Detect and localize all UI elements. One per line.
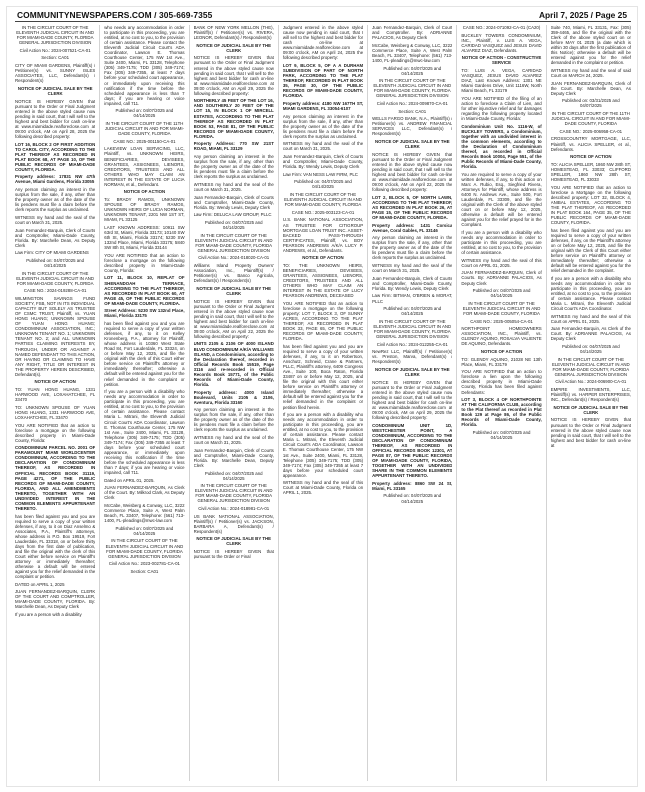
notice-paragraph: DATED on APRIL 1, 2025 [15,581,65,587]
notice-paragraph: JUAN FERNANDEZ-BARQUIN, CLERK OF THE COURT AND COMPTROLLER, MIAMI-DADE COUNTY, FLORIDA. By: Marchelle Dean, As Deputy Clerk [15,589,96,610]
notice-paragraph: Juan Fernandez-Barquin, Clerk of Courts and Comptroller, Miami-Dade County, Florida. By: Wendy Lewis, Deputy Clerk [372,275,453,291]
notice-paragraph: LOT 11, BLOCK 10, REPLAT OF SHENANDOAH TERRACE, ACCORDING TO THE PLAT THEREOF, AS RECORDED IN PLAT BOOK 60, AT PAGE 45, OF THE PUBLIC RECORDS OF MIAMI-DADE COUNTY, FLORIDA. [104,275,185,306]
notice-paragraph: WITNESS my hand and the seal of the court on March 31, 2025. [193,181,274,192]
notice-paragraph: Published on: 04/07/2025 and 04/14/2025 [294,179,352,190]
notice-paragraph: Civil Action No.: 2024-006900-CA-01 [555,379,627,385]
notice-paragraph: WITNESS my hand and the seal of the court on March 31, 2025. [372,263,453,274]
notice-paragraph: Published on: 04/07/2025 and 04/14/2025 [561,343,620,354]
notice-paragraph: has been filed against you and you are required to serve a copy of your written defenses, if any, to it on Robertson, Anschutz, Schneid, Crane & Partners, PLLC, Plaintiff's attorney, 6409 Congress Ave., Suite 100, Boca Raton, Florida 33487 on or before May 12, 2025, and file the original with this court either before service on Plaintiff's attorney or immediately thereafter; otherwise a default will be entered against you for the relief demanded in the complaint or petition filed herein. [282,343,364,410]
notice-column-4 [283,25,363,781]
notice-paragraph: Published on: 04/07/2025 and 04/14/2025 [383,493,442,504]
notice-paragraph: CASE NO.: 2024-071092-CA-01 (CA20) [462,25,541,30]
notice-paragraph: NOTICE OF JUDICIAL SALE BY THE CLERK [196,42,272,53]
header-rule [15,21,631,22]
notice-paragraph: Property address: 4000 Island Boulevard, Units 2105 & 2106, Aventura, Florida 33160 [193,389,274,405]
notice-paragraph: CASE NO.: 2025-005054-CA-01 [470,318,533,324]
column-divider [546,25,547,781]
notice-paragraph: If you are a person with a disability [15,612,82,618]
notice-paragraph: Judgment entered in the above styled cause now pending in said court, that I will sell to the highest and best bidder for cash on-line at www.miamidade.realforeclose.com at 09:00 o'clock, AM on April 24, 2025 the following described property: [282,25,364,61]
notice-paragraph: If you are a person with a disability who needs any accommodation in order to participate in this proceeding, you are entitled, at no cost to you, to the provision of certain assistance. Please contact Maria L. Mitrani, the Eleventh Judicial Circuit Court's ADA Coordinator. [550,275,631,311]
notice-paragraph: WITNESS my hand and the seal of the court on March 31, 2025. [15,214,96,225]
notice-paragraph: US BANK NATIONAL ASSOCIATION, Plaintiff(s) / Petitioner(s) vs. JACKSON, BARBARA A, Defendant(s) / Respondent(s) [193,513,274,534]
notice-paragraph: If you are a person with a disability who needs any accommodation in order to participate in this proceeding, you are entitled, at no cost to you, to the provision of certain assistance. Please contact Maria L. Mitrani, the Eleventh Judicial Circuit Court's ADA Coordinator, Lawson E. Thomas Courthouse Center, 175 NW 1st Ave., Suite 2400, Miami, FL 33128, Telephone (305) 349-7175; TDD (305) 349-7174; Fax (305) 349-7355 at least 7 days before your scheduled court appearance, or immediately upon receiving this notification if the time before the scheduled appearance is less than 7 days; if you are hearing or voice impaired, call 711. [104,389,185,475]
notice-paragraph: Published on: 04/07/2025 and 04/14/2025 [383,306,442,317]
notice-column-7 [551,25,631,781]
notice-paragraph: Civil Action No.: 2023-002781-CA-01 [108,561,180,567]
notice-paragraph: Section: CA01 [398,108,427,114]
notice-paragraph: Juan Fernandez-Barquin, Clerk of Courts and Comptroller, Miami-Dade County, Florida. By: Marchelle Dean, Deputy Clerk [193,447,274,468]
notice-paragraph: WITNESS my hand and the seal of said Court on MARCH 24, 2025. [550,67,631,79]
notice-paragraph: WITNESS my hand and the seal of this Court on APRIL 01, 2025. [550,313,631,324]
notice-paragraph: NOTICE IS HEREBY GIVEN that pursuant to the Order or Final [193,549,274,560]
notice-paragraph: JUAN FERNANDEZ-BARQUIN, As Clerk of the Court. By: Milkrod Clark, As Deputy Clerk [104,485,185,501]
notice-paragraph: TO: UNKNOWN SPOUSE OF YUAN HONG HUANG, 1331 HARWOOD AVE, LOXAHATCHEE, FL 33470 [15,404,96,420]
notice-paragraph: Any person claiming an interest in the surplus from the sale, if any, other than the property owner as of the date of the lis pendens must file a claim before the clerk reports the surplus as unclaimed. [193,407,274,433]
notice-paragraph: CASE NO.: 2025-001150-CA-01 [113,138,176,144]
notice-paragraph: Published on: 04/07/2025 and 04/14/2025 [204,219,263,230]
notice-paragraph: JUAN FERNANDEZ-BARQUIN, Clerk of Courts. By: ADRIANNE PALACIOS, As Deputy Clerk [461,270,542,286]
notice-paragraph: has been filed against you and you are required to serve a copy of your written defenses, if any, to it on Kelley Kronenberg, P.A., attorney for Plaintiff, whose address is 10360 West State Road 84, Fort Lauderdale, FL 33324, on or before May 12, 2025, and file the original with the clerk of this Court either before service on Plaintiff's attorney or immediately thereafter; otherwise a default will be entered against you for the relief demanded in the complaint or petition. [104,321,185,387]
notice-column-5 [372,25,452,781]
notice-paragraph: Published on: 04/07/2025 and 04/14/2025 [26,258,84,269]
notice-paragraph: EMPIRE INVESTMENTS, LLC, Plaintiff(s) vs. HARPER ENTERPRISES, INC., Defendant(s) / Respondent(s) [550,387,631,403]
notice-paragraph: Williams Island Property Owners' Association, Inc., Plaintiff(s) / Petitioner(s) vs. Banco Agricola, Defendant(s) / Respondent(s) [193,263,274,284]
column-divider [367,25,368,781]
notice-paragraph: who needs any accommodation in order to participate in this proceeding, you are entitled, at no cost to you, to the provision of certain assistance. Please contact the Eleventh Judicial Circuit Court's ADA Coordinator, Lawson E. Thomas Courthouse Center, 175 NW 1st Ave., Suite 2400, Miami, FL 33128, Telephone (305) 349-7175; TDD (305) 349-7174; Fax (305) 349-7355, at least 7 days before your scheduled court appearance, or immediately upon receiving this notification if the time before the scheduled appearance is less than 7 days; if you are hearing or voice impaired, call 711. [104,25,185,106]
notice-paragraph: Juan Fernandez-Barquin, Clerk of Court and Comptroller. By: ADRIANNE PALACIOS, As Deputy Clerk [372,25,453,41]
notice-paragraph: Published on: 04/07/2025 and 04/14/2025 [115,108,174,119]
notice-paragraph: NOTICE IS HEREBY GIVEN that pursuant to the Order or Final Judgment entered in the above styled cause now pending in said court, that I will sell to the highest and best bidder for cash on-line at www.miamidade.realforeclose.com at 09:00 o'clock, AM on April 29, 2025 the following described property: [372,379,453,421]
notice-paragraph: Property address: 1431 Corsica Avenue, Coral Gables, FL 33146 [372,222,453,233]
newspaper-page [6,6,638,787]
notice-paragraph: IN THE CIRCUIT COURT OF THE 11TH JUDICIAL CIRCUIT IN AND FOR MIAMI-DADE COUNTY, FLORIDA [551,111,631,127]
notice-paragraph: TO: GLENDY AQUINO, 21028 NE 13th Place, Miami, FL 33179 [461,356,542,367]
notice-paragraph: Published on: 04/07/2025 and 04/14/2025 [204,470,263,481]
notice-paragraph: has been filed against you and you are required to serve a copy of your written defenses, if any, to it on Diaz Anselmo & Associates, P.A., Plaintiff's attorneys, whose address is P.O. Box 19519, Fort Lauderdale, FL 33318, on or before thirty days from the first date of publication, and file the original with the clerk of this Court either before service on Plaintiff's attorney or immediately thereafter; otherwise a default will be entered against you for the relief demanded in the complaint or petition. [15,513,96,580]
notice-column-1 [15,25,95,781]
notice-paragraph: NOTICE OF ACTION - CONSTRUCTIVE SERVICE [461,55,542,66]
column-divider [99,25,100,781]
notice-paragraph: NOTICE OF JUDICIAL SALE BY THE CLERK [196,285,272,296]
notice-paragraph: NOTICE OF ACTION [570,154,612,160]
notice-paragraph: Any person claiming an interest in the surplus from the sale, if any, other than the property owner as of the date of the lis pendens must file a claim before the clerk reports the surplus as unclaimed. [193,154,274,180]
notice-paragraph: TO: YUAN HONG HUANG, 1331 HARWOOD AVE, LOXAHATCHEE, FL 33470 [15,387,96,403]
notice-paragraph: IN THE CIRCUIT COURT OF THE ELEVENTH JUDICIAL CIRCUIT IN AND FOR MIAMI-DADE COUNTY, FLORIDA GENERAL JURISDICTION DIVISION [105,538,184,559]
notice-paragraph: NOTICE OF JUDICIAL SALE BY THE CLERK [17,85,93,96]
notice-paragraph: IN THE CIRCUIT COURT OF THE ELEVENTH JUDICIAL CIRCUIT IN AND FOR MIAMI-DADE COUNTY, FLORIDA [16,270,94,286]
notice-paragraph: If you are a person with a disability who needs any accommodation in order to participate in this proceeding, you are entitled, at no cost to you, to the provision of certain assistance. [461,229,542,256]
notice-paragraph: Civil Action No.: 2024-009870-CA-01 [376,100,448,106]
date-and-page-number: April 7, 2025 / Page 25 [539,10,627,20]
notice-paragraph: IN THE CIRCUIT COURT OF THE ELEVENTH JUDICIAL CIRCUIT IN AND FOR MIAMI-DADE COUNTY, FLORIDA GENERAL JURISDICTION DIVISION [373,78,452,99]
notice-paragraph: NOTICE OF JUDICIAL SALE BY THE CLERK [374,367,450,378]
notice-paragraph: WITNESS my hand and the seal of the court on March 31, 2025. [282,141,364,152]
notice-paragraph: Condominium Unit No. 1116-W, of BUCKLEY TOWERS, a Condominium, together with an undivided interest in the common elements, according to the Declaration of Condominium thereof, as recorded in Official Records Book 10004, Page 551, of the Public Records of Miami-Dade County, Florida. [461,123,542,170]
notice-paragraph: CROSSCOUNTRY MORTGAGE, LLC, Plaintiff, vs. ALICIA SPELLER, et al., Defendants. [550,136,631,152]
notice-paragraph: IN THE CIRCUIT COURT OF THE 11TH JUDICIAL CIRCUIT IN AND FOR MIAMI-DADE COUNTY, FLORIDA [104,121,184,137]
notice-paragraph: IN THE CIRCUIT COURT OF THE ELEVENTH JUDICIAL CIRCUIT IN AND FOR MIAMI-DADE COUNTY, FLORIDA GENERAL JURISDICTION DIVISION [16,25,94,46]
notice-paragraph: Published on: 03/31/2025 and 04/07/2025 [561,98,620,109]
notice-paragraph: YOU ARE NOTIFIED that an action to foreclose a lien upon the following described property in Miami-Dade County, Florida has been filed against Defendants: [461,369,542,395]
notice-paragraph: Juan Fernandez-Barquin, Clerk of Courts and Comptroller, Miami-Dade County, Florida. By: Wendy Lewis, Deputy Clerk [282,154,364,170]
notice-paragraph: Published on: 04/07/2025 and 04/14/2025 [472,288,531,299]
notice-paragraph: CONDOMINIUM PARCEL NO. 2001 OF PARAMOUNT MIAMI WORLDCENTER CONDOMINIUM, ACCORDING TO THE DECLARATION OF CONDOMINIUM THEREOF, AS RECORDED IN OFFICIAL RECORDS BOOK 31119, PAGE 4271, OF THE PUBLIC RECORDS OF MIAMI-DADE COUNTY, FLORIDA, AND ALL AMENDMENTS THERETO, TOGETHER WITH AN UNDIVIDED INTEREST IN THE COMMON ELEMENTS APPURTENANT THERETO. [15,445,96,511]
notice-paragraph: Any person claiming an interest in the surplus from the sale, if any, other than the property owner as of the date of the lis pendens must file a claim before the clerk reports the surplus as unclaimed. [15,187,96,213]
notice-paragraph: Law Firm: DELUCA LAW GROUP, PLLC [193,212,272,218]
notice-paragraph: WITNESS my hand and the seal of the court on March 31, 2025. [193,435,274,446]
notice-paragraph: LOT 2, BLOCK 5, OF NORTH LAWN, ACCORDING TO THE PLAT THEREOF, AS RECORDED IN PLAT BOOK 26, AT PAGE 15, OF THE PUBLIC RECORDS OF MIAMI-DADE COUNTY, FLORIDA. [372,194,453,220]
notice-paragraph: IN THE CIRCUIT COURT OF THE ELEVENTH JUDICIAL CIRCUIT IN AND FOR MIAMI-DADE COUNTY, FLORIDA [462,300,541,316]
notice-paragraph: CONDOMINIUM UNIT 1D, WESTCHESTER POINT, A CONDOMINIUM, ACCORDING TO THE DECLARATION OF CONDOMINIUM THEREOF, AS RECORDED IN OFFICIAL RECORDS BOOK 12301, AT PAGE 87, OF THE PUBLIC RECORDS OF MIAMI-DADE COUNTY, FLORIDA, TOGETHER WITH AN UNDIVIDED SHARE IN THE COMMON ELEMENTS APPURTENANT THERETO. [372,422,453,479]
notice-paragraph: NOTICE OF ACTION [34,379,76,385]
notice-paragraph: YOU ARE NOTIFIED that an action to foreclose a Mortgage on the following described property: LOT 32, BLOCK 4, ANIBAL ESTATES, ACCORDING TO THE PLAT THEREOF, AS RECORDED IN PLAT BOOK 164, PAGE 35, OF THE PUBLIC RECORDS OF MIAMI-DADE COUNTY, FLORIDA. [550,184,631,225]
notice-column-2 [104,25,184,781]
notice-paragraph: NOTICE IS HEREBY GIVEN that pursuant to the Order or Final Judgment entered in the above styled cause now pending in said court, that I will sell to the highest and best bidder for cash on-line at www.miamidade.realforeclose.com at 09:00 o'clock, AM on April 22, 2025 the following described property: [372,151,453,193]
notice-paragraph: TO: ALICIA SPELLER, 1860 NW 28th ST, HOMESTEAD, FL 33033; CLIFFORD SPELLER, 1860 NW 28th ST, HOMESTEAD, FL 33033 [550,161,631,182]
notice-paragraph: Suite 740, Miami, FL 33131, Fax: (305) 359-4465, and file the original with the Clerk of the above styled court on or before MAY 01 2025 (a date which is within 30 days after the first publication of this Notice); otherwise a default will be entered against you for the relief demanded in the complaint or petition. [550,25,631,66]
notice-paragraph: You are required to serve a copy of your written defenses, if any, to this action on Marc A. Rubio, Esq., Siegfried Rivera, Attorneys for Plaintiff, whose address is 6400 N. Andrews Ave., Suite 500, Fort Lauderdale, FL 33309, and file the original with the Clerk of the above styled court on or before May 12, 2025, otherwise a default will be entered against you for the relief prayed for in the Complaint. [461,171,542,228]
notice-paragraph: Published on: 04/07/2025 and 04/14/2025 [115,525,174,536]
notice-paragraph: TO: LUIS A. VEGA, CARIDAD VASQUEZ, JESUS DAVID ALVAREZ DIAZ, Last Known Address: 1301 NE Miami Gardens Drive, Unit 1116W, North Miami Beach, FL 33179 [461,68,542,94]
notice-paragraph: McCabe, Weisberg & Conway, LLC, 3222 Commerce Place, Suite A, West Palm Beach, FL 33407, Telephone: (561) 713-1400, FL-pleadings@mwc-law.com [104,502,185,524]
notice-paragraph: NewRez LLC, Plaintiff(s) / Petitioner(s) vs. Preston, Marva, Defendant(s) / Respondent(s) [372,349,453,365]
notice-paragraph: Published on: 04/07/2025 and 04/14/2025 [383,65,442,76]
notice-paragraph: BUCKLEY TOWERS CONDOMINIUM, INC., Plaintiff, v. LUIS A. VEGA, CARIDAD VASQUEZ and JESUS DAVID ALVAREZ DIAZ, Defendants. [461,32,542,53]
notice-paragraph: NOTICE OF JUDICIAL SALE BY THE CLERK [553,404,629,415]
notice-paragraph: LOT 9, BLOCK 5, OF A A DURHAM SUBDIVISION OF PART OF NORTH PARK, ACCORDING TO THE PLAT THEREOF, RECORDED IN PLAT BOOK 35, PAGE 30, OF THE PUBLIC RECORDS OF MIAMI-DADE COUNTY, FLORIDA. [282,62,364,99]
notice-paragraph: JUAN FERNANDEZ-BARQUIN, Clerk of the Court. By: Marchelle Dean, As Deputy Clerk [550,80,631,96]
notice-paragraph: NOTICE IS HEREBY GIVEN that pursuant to the Order or Final Judgment entered in the above styled cause now pending in said court, that I will sell to the highest and best bidder for cash on-line at www.miamidade.realforeclose.com at 09:00 o'clock, AM on April 29, 2025 the following described property: [193,55,274,96]
notice-paragraph: Section: CA01 [41,55,70,61]
notice-paragraph: IN THE CIRCUIT COURT OF THE ELEVENTH JUDICIAL CIRCUIT IN AND FOR MIAMI-DADE COUNTY, FLORIDA GENERAL JURISDICTION DIVISION [373,318,452,339]
notice-column-6 [461,25,541,781]
notice-paragraph: Published on: 04/07/2025 and 04/14/2025 [472,430,531,441]
notice-paragraph: Juan Fernandez-Barquin, As Clerk of the Court. By: ADRIANNE PALACIOS, As Deputy Clerk [550,326,631,342]
column-divider [278,25,279,781]
notice-paragraph: NOTICE OF ACTION [480,348,523,354]
notice-paragraph: IN THE CIRCUIT COURT OF THE ELEVENTH JUDICIAL CIRCUIT IN AND FOR MIAMI-DADE COUNTY, FLORIDA GENERAL JURISDICTION DIVISION [551,356,630,377]
notice-paragraph: If you are a person with a disability who needs any accommodation in order to participate in this proceeding, you are entitled, at no cost to you, to the provision of certain assistance. Please contact Maria L. Mitrani, the Eleventh Judicial Circuit Court's ADA Coordinator, Lawson E. Thomas Courthouse Center, 175 NW 1st Ave., Suite 2400, Miami, FL 33128, Telephone (305) 349-7175; TDD (305) 349-7174; Fax (305) 349-7355 at least 7 days before your scheduled court appearance. [282,412,364,478]
notice-paragraph: Section: CA01 [130,568,159,574]
column-divider [456,25,457,781]
notice-paragraph: CASE NO.: 2025-006958-CA-01 [559,128,623,134]
notice-paragraph: NOTICE IS HEREBY GIVEN that pursuant to the Order or Final Judgment entered in the above styled cause now pending in said court, that I will sell to the highest and best bidder for cash on-line at www.miamidade.realforeclose.com at 09:00 o'clock, AM on April 28, 2025 the following described property: [15,98,96,139]
notice-paragraph: YOU ARE NOTIFIED that an action to foreclose a mortgage on the following property: LOT 7, BLOCK 3, OF SUNNY ACRES, ACCORDING TO THE PLAT THEREOF, AS RECORDED IN PLAT BOOK 33, PAGE 65, OF THE PUBLIC RECORDS OF MIAMI-DADE COUNTY, FLORIDA. [282,300,364,342]
notice-paragraph: Property address: 4180 NW 167TH ST, MIAMI GARDENS, FL 33054-6107 [282,100,364,111]
notice-paragraph: IN THE CIRCUIT COURT OF THE ELEVENTH JUDICIAL CIRCUIT IN AND FOR MIAMI-DADE COUNTY, FLORIDA [284,192,362,208]
notice-paragraph: Dated on APRIL 01, 2025. [104,477,155,483]
notice-paragraph: U.S. BANK NATIONAL ASSOCIATION, AS TRUSTEE FOR CITIGROUP MORTGAGE LOAN TRUST INC. ASSET-BACKED PASS-THROUGH CERTIFICATES, Plaintiff, vs. BOY PEARSON ANDREWS A/K/A LUCY P. ANDREWS, et al., Defendants. [282,217,364,253]
notice-paragraph: Any person claiming an interest in the surplus from the sale, if any, other than the property owner as of the date of the lis pendens must file a claim before the clerk reports the surplus as unclaimed. [372,235,453,261]
notice-paragraph: LOT 16, BLOCK 2 OF FIRST ADDITION TO CAROL CITY, ACCORDING TO THE PLAT THEREOF AS RECORDED IN PLAT BOOK 68, AT PAGE 10, OF THE PUBLIC RECORDS OF MIAMI-DADE COUNTY, FLORIDA. [15,141,96,172]
notice-paragraph: WITNESS my hand and the seal of this Court at Miami-Dade County, Florida on APRIL 1, 2025. [282,480,364,496]
notice-paragraph: has been filed against you and you are required to serve a copy of your written defenses, if any, on the Plaintiff's attorney on or before May 12, 2025, and file the original with the Clerk of this Court either before service on Plaintiff's attorney or immediately thereafter; otherwise a default will be entered against you for the relief demanded in the complaint. [550,227,631,273]
notice-paragraph: LAKEVIEW LOAN SERVICING, LLC, Plaintiff, vs. UNKNOWN HEIRS, BENEFICIARIES, DEVISEES, GRANTEES, ASSIGNEES, LIENORS, CREDITORS, TRUSTEES AND ALL OTHERS WHO MAY CLAIM AN INTEREST IN THE ESTATE OF LUCIA NORMAN, et al., Defendant. [104,146,185,187]
notice-paragraph: CASE NO.: 2025-003123-CA-01 [291,209,355,215]
notice-paragraph: To: BRADY RAMOS, UNKNOWN SPOUSE OF BRADY RAMOS, UNKNOWN HEIRS OF LUCIA NORMAN, UNKNOWN TENANT, 2201 NW 1ST ST, MIAMI, FL 33125 [104,197,185,223]
legal-notices-columns [15,25,631,781]
notice-paragraph: Civil Action No.: 2024-012255-CA-01 [376,341,448,347]
notice-paragraph: IN THE CIRCUIT COURT OF THE ELEVENTH JUDICIAL CIRCUIT IN AND FOR MIAMI-DADE COUNTY, FLORIDA GENERAL JURISDICTION DIVISION [194,232,273,253]
notice-paragraph: Property Address: 770 SW 21ST ROAD, MIAMI, FL 33129 [193,141,274,152]
notice-paragraph: Street Address: 5230 SW 132nd Place, Miami, Florida 33175 [104,308,185,319]
notice-paragraph: NOTICE OF JUDICIAL SALE BY THE CLERK [196,536,272,547]
notice-paragraph: LAST KNOWN ADDRESS: 10911 SW 63rd St, Miami, Florida 33173; 10140 SW 6th St, Miami, Florida 33174; 5230 SW 132nd Place, Miami, Florida 33175; 5840 SW 8th St, Miami, Florida 33144 [104,224,185,251]
notice-paragraph: UNITS 2105 & 2106 OF 4000 ISLAND BLVD CONDOMINIUM A/K/A WILLIAMS ISLAND, a Condominium, according to the Declaration thereof, recorded in Official Records Book 15519, Page 3116 and re-recorded in Official Records Book 15771, of the Public Records of Miami-Dade County, Florida. [193,341,274,387]
notice-paragraph: Civil Action No.: 2024-018981-CA-01 [198,506,270,511]
notice-paragraph: McCabe, Weisberg & Conway, LLC, 3222 Commerce Place, Suite A, West Palm Beach, FL 33407, Telephone: (561) 713-1400, FL-pleadings@mwc-law.com [372,42,453,63]
notice-column-3 [194,25,274,781]
notice-paragraph: Juan Fernandez-Barquin, Clerk of Courts and Comptroller, Miami-Dade County, Florida. By: Marchelle Dean, As Deputy Clerk [15,227,96,248]
notice-paragraph: TO: THE UNKNOWN HEIRS, BENEFICIARIES, DEVISEES, GRANTEES, ASSIGNEES, LIENORS, CREDITORS, TRUSTEES AND ALL OTHERS WHO MAY CLAIM AN INTEREST IN THE ESTATE OF LUCY PEARSON ANDREWS, DECEASED [282,263,364,299]
site-and-phone: COMMUNITYNEWSPAPERS.COM / 305-669-7355 [17,10,213,20]
notice-paragraph: Law Firm: VAN NESS LAW FIRM, PLC [282,171,358,177]
notice-paragraph: NOTICE OF JUDICIAL SALE BY THE CLERK [374,139,450,150]
notice-paragraph: Civil Action No.: 2024-007521-CA-01 [19,47,91,53]
notice-paragraph: WELLS FARGO BANK, N.A., Plaintiff(s) / Petitioner(s) vs. ANDREW FINANCIAL SERVICES LLC, Defendant(s) / Respondent(s) [372,116,453,137]
notice-paragraph: Law Firm: CITY OF MIAMI GARDENS [15,250,89,256]
notice-paragraph: NORTHERLY 45 FEET OF THE LOT 16, AND SOUTHERLY 20 FEET OF THE LOT 15, IN BLOCK 1 OF MIRCELL ESTATES, ACCORDING TO THE PLAT THEREOF AS RECORDED IN PLAT BOOK 53, PAGE 81, OF THE PUBLIC RECORDS OF MIAMI-DADE COUNTY, FLORIDA. [193,98,274,139]
notice-paragraph: NOTICE OF ACTION [302,255,344,261]
notice-paragraph: Juan Fernandez-Barquin, Clerk of Courts and Comptroller, Miami-Dade County, Florida. By: Wendy Lewis, Deputy Clerk [193,194,274,210]
notice-paragraph: NOTICE IS HEREBY GIVEN that pursuant to the Order or Final Judgment entered in the above styled cause now pending in said court, that I will sell to the highest and best bidder for cash on-line at www.miamidade.realforeclose.com at 09:00 o'clock, AM on April 22, 2025 the following described property: [193,298,274,339]
notice-paragraph: YOU ARE NOTIFIED that an action to foreclose a mortgage on the following described property in Miami-Dade County, Florida: [104,252,185,273]
notice-paragraph: NOTICE OF ACTION [123,189,166,195]
notice-paragraph: CASE NO.: 2024-019288-CA-01 [23,288,87,294]
notice-paragraph: Property address: 17831 NW 47th Avenue, Miami Gardens, Florida 33055 [15,174,96,185]
notice-paragraph: Property address: 8860 SW 24 St, Miami, FL 33165 [372,480,453,491]
notice-paragraph: Civil Action No.: 2024-018020-CA-01 [198,255,270,261]
notice-paragraph: Law Firm: BITMAN, O'BRIEN & MORAT, PLLC [372,293,453,304]
notice-paragraph: WITNESS my hand and the seal of this Court on APRIL 01, 2025. [461,257,542,268]
notice-paragraph: YOU ARE NOTIFIED of the filing of an action to foreclose a Claim of Lien, and for other injunctive relief and for damages regarding the following property located in Miami-Dade County, Florida: [461,95,542,122]
notice-paragraph: YOU ARE NOTIFIED that an action to foreclose a mortgage on the following described property in Miami-Dade County, Florida: [15,422,96,443]
notice-paragraph: NOTICE IS HEREBY GIVEN that pursuant to the Order or Final Judgment entered in the above styled cause now pending in said court, that I will sell to the highest and best bidder for cash on-line at [550,417,631,448]
notice-paragraph: IN THE CIRCUIT COURT OF THE ELEVENTH JUDICIAL CIRCUIT IN AND FOR MIAMI-DADE COUNTY, FLORIDA GENERAL JURISDICTION DIVISION [194,483,273,504]
notice-paragraph: CITY OF MIAMI GARDENS, Plaintiff(s) / Petitioner(s) vs. SUNNY ISLES ASSOCIATES, LLC, Defendant(s) / Respondent(s) [15,63,96,84]
column-divider [189,25,190,781]
notice-paragraph: LOT 3, BLOCK 4 OF NORTHPOINTE AT THE CALIFORNIA CLUB, according to the Plat thereof as recorded in Plat Book 129 at Page 86, of the Public Records of Miami-Dade County, Florida. [461,397,542,428]
notice-paragraph: WILMINGTON SAVINGS FUND SOCIETY, FSB, NOT IN ITS INDIVIDUAL CAPACITY BUT SOLELY AS TRUSTEE OF CSMC TRUST, Plaintiff, vs. YUAN HONG HUANG; UNKNOWN SPOUSE OF YUAN HONG HUANG; CONDOMINIUM ASSOCIATION, INC.; UNKNOWN TENANT NO. 1; UNKNOWN TENANT NO. 2; and ALL UNKNOWN PARTIES CLAIMING INTERESTS BY, THROUGH, UNDER OR AGAINST A NAMED DEFENDANT TO THIS ACTION, OR HAVING OR CLAIMING TO HAVE ANY RIGHT, TITLE OR INTEREST IN THE PROPERTY HEREIN DESCRIBED, Defendant(s). [15,296,96,377]
notice-paragraph: NORTHPOINT HOMEOWNERS ASSOCIATION, INC., Plaintiff, vs. GLENDY AQUINO, ROSALVA VALIENTE DE AQUINO, Defendants. [461,326,542,347]
page-header [7,7,639,23]
notice-paragraph: Any person claiming an interest in the surplus from the sale, if any, other than the property owner as of the date of the lis pendens must file a claim before the clerk reports the surplus as unclaimed. [282,113,364,139]
notice-paragraph: BANK OF NEW YORK MELLON (THE), Plaintiff(s) / Petitioner(s) vs. RIVERA, LEONOR, Defendant(s) / Respondent(s) [193,25,274,41]
